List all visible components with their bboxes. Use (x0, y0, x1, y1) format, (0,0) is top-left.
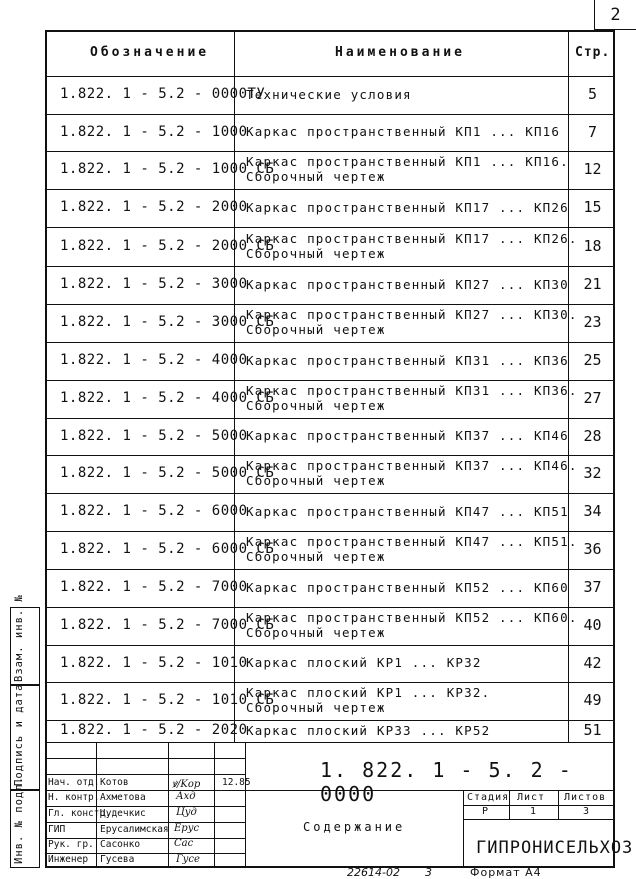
row-page: 37 (583, 578, 602, 596)
row-page: 15 (583, 198, 602, 216)
tb-rule-i (463, 819, 615, 820)
row-page: 28 (583, 426, 602, 445)
row-code: 1.822. 1 - 5.2 - 1010 СБ (60, 692, 275, 708)
row-name (246, 307, 578, 337)
row-name (246, 383, 578, 413)
signature-4: Ерус (174, 823, 200, 834)
stage-label: Стадия (467, 792, 510, 803)
staff-name: Ахметова (100, 792, 146, 803)
row-name (246, 458, 578, 488)
tb-col-3 (214, 742, 215, 868)
inventory-number: 22614-02 (347, 866, 400, 879)
row-name-line: Каркас плоский КР1 ... КР32 (246, 655, 482, 670)
tb-col-2 (168, 742, 169, 868)
row-name (246, 685, 490, 715)
row-code: 1.822. 1 - 5.2 - 3000 СБ (60, 314, 275, 330)
row-name (246, 534, 578, 564)
row-code: 1.822. 1 - 5.2 - 7000 СБ (60, 617, 275, 633)
row-page: 42 (583, 653, 602, 672)
row-name-line: Сборочный чертеж (246, 169, 386, 184)
row-code: 1.822. 1 - 5.2 - 7000 (60, 579, 248, 595)
row-page: 40 (583, 616, 602, 634)
row-code: 1.822. 1 - 5.2 - 4000 СБ (60, 390, 275, 406)
row-name-line: Каркас пространственный КП1 ... КП16 (246, 124, 561, 139)
row-name (246, 231, 578, 261)
header-bottom-rule (45, 76, 615, 77)
row-name-line: Каркас пространственный КП47 ... КП51. (246, 534, 578, 549)
staff-role: Рук. гр. (48, 839, 94, 850)
copy-number: 3 (425, 866, 432, 879)
sheet-label: Лист (517, 792, 546, 803)
row-rule (45, 682, 615, 683)
row-code: 1.822. 1 - 5.2 - 5000 СБ (60, 465, 275, 481)
row-rule (45, 380, 615, 381)
side-stamp-inventory-label: Инв. № подл. (13, 776, 25, 864)
row-code: 1.822. 1 - 5.2 - 1000 (60, 123, 248, 140)
staff-role: Нач. отд. (48, 777, 100, 788)
row-name-line: Каркас пространственный КП47 ... КП51 (246, 503, 569, 519)
sheets-value: 3 (583, 806, 590, 817)
row-name-line: Каркас пространственный КП27 ... КП30. (246, 307, 578, 322)
staff-role: ГИП (48, 824, 66, 835)
row-name-line: Каркас пространственный КП17 ... КП26. (246, 230, 578, 246)
row-name-line: Каркас пространственный КП17 ... КП26 (246, 199, 569, 215)
row-name-line: Сборочный чертеж (246, 473, 386, 488)
row-rule (45, 455, 615, 456)
row-name-line: Технические условия (246, 86, 412, 102)
row-name (246, 610, 578, 640)
row-rule (45, 151, 615, 152)
row-rule (45, 342, 615, 343)
row-name-line: Сборочный чертеж (246, 625, 386, 640)
row-code: 1.822. 1 - 5.2 - 2020 (60, 722, 248, 738)
tb-rule-a (45, 758, 245, 759)
staff-role: Гл. констр. (48, 808, 111, 819)
row-page: 23 (583, 313, 602, 331)
document-title: Содержание (303, 820, 406, 834)
row-rule (45, 227, 615, 228)
row-name-line: Каркас плоский КР1 ... КР32. (246, 685, 491, 700)
row-page: 51 (583, 721, 602, 739)
tb-rule-b (45, 774, 245, 775)
row-page: 21 (583, 275, 602, 293)
row-page: 27 (583, 389, 602, 407)
row-name-line: Каркас пространственный КП27 ... КП30 (246, 276, 569, 292)
row-code: 1.822. 1 - 5.2 - 1010 (60, 654, 248, 671)
row-name-line: Каркас пространственный КП1 ... КП16. (246, 154, 569, 169)
row-page: 32 (583, 464, 602, 482)
row-rule (45, 720, 615, 721)
stage-value: Р (482, 806, 489, 817)
title-block-top-rule (45, 742, 615, 743)
header-designation: Обозначение (90, 45, 210, 60)
row-rule (45, 418, 615, 419)
row-code: 1.822. 1 - 5.2 - 3000 (60, 276, 248, 292)
tb-col-4 (245, 742, 246, 868)
header-page: Стр. (575, 45, 611, 60)
row-rule (45, 114, 615, 115)
sheet-value: 1 (530, 806, 537, 817)
row-code: 1.822. 1 - 5.2 - 2000 СБ (60, 237, 275, 254)
staff-name: Ерусалимская (100, 824, 169, 835)
row-rule (45, 189, 615, 190)
sheet-number: 2 (594, 0, 636, 30)
row-code: 1.822. 1 - 5.2 - 4000 (60, 352, 248, 368)
sheets-label: Листов (564, 792, 607, 803)
row-code: 1.822. 1 - 5.2 - 1000 СБ (60, 161, 275, 177)
document-number: 1. 822. 1 - 5. 2 - 0000 (320, 758, 573, 806)
tb-rule-e (45, 822, 245, 823)
signature-1: ꝟ/Kор (172, 779, 201, 790)
row-page: 34 (583, 502, 602, 520)
staff-name: Котов (100, 777, 129, 788)
tb-col-1 (96, 742, 97, 868)
staff-name: Сасонко (100, 839, 141, 850)
row-name (246, 353, 569, 368)
row-page: 12 (583, 160, 602, 178)
staff-role: Н. контр. (48, 792, 100, 803)
row-page: 36 (583, 540, 602, 558)
signature-2: Ахд (176, 791, 196, 802)
row-page: 5 (587, 85, 598, 103)
side-stamp-replacement-label: Взам. инв. № (13, 594, 25, 682)
row-name (246, 124, 560, 139)
row-name-line: Каркас плоский КР33 ... КР52 (246, 722, 491, 738)
row-name-line: Сборочный чертеж (246, 398, 386, 413)
row-name-line: Каркас пространственный КП52 ... КП60. (246, 610, 578, 625)
row-rule (45, 531, 615, 532)
row-name (246, 580, 569, 595)
row-code: 1.822. 1 - 5.2 - 2000 (60, 199, 248, 215)
row-rule (45, 645, 615, 646)
row-rule (45, 607, 615, 608)
staff-role: Инженер (48, 854, 89, 865)
row-name (246, 428, 569, 443)
row-name (246, 723, 490, 738)
row-name (246, 277, 569, 292)
row-rule (45, 493, 615, 494)
signature-5: Сас (174, 838, 194, 849)
row-name-line: Каркас пространственный КП37 ... КП46 (246, 428, 569, 443)
row-name-line: Сборочный чертеж (246, 700, 386, 715)
tb-rule-d (45, 806, 245, 807)
row-page: 18 (583, 236, 602, 255)
signature-3: Цуд (176, 807, 197, 818)
row-name (246, 655, 482, 670)
signature-6: Гусе (176, 854, 200, 865)
row-code: 1.822. 1 - 5.2 - 5000 (60, 427, 248, 444)
row-name-line: Сборочный чертеж (246, 245, 386, 261)
row-name-line: Каркас пространственный КП31 ... КП36 (246, 352, 569, 368)
row-page: 7 (587, 122, 598, 141)
row-page: 49 (583, 691, 602, 709)
row-name-line: Каркас пространственный КП52 ... КП60 (246, 579, 569, 595)
row-name-line: Каркас пространственный КП31 ... КП36. (246, 383, 578, 398)
row-name (246, 154, 569, 184)
format-label: Формат А4 (470, 866, 542, 879)
staff-name: Гусева (100, 854, 135, 865)
header-name: Наименование (335, 45, 465, 60)
row-name-line: Сборочный чертеж (246, 549, 386, 564)
organization-name: ГИПРОНИСЕЛЬХОЗ (476, 838, 634, 858)
row-code: 1.822. 1 - 5.2 - 6000 СБ (60, 541, 275, 557)
side-stamp-signature-label: Подпись и дата (13, 683, 25, 786)
row-name-line: Сборочный чертеж (246, 322, 386, 337)
row-rule (45, 266, 615, 267)
date-value: 12.85 (222, 777, 251, 788)
row-name-line: Каркас пространственный КП37 ... КП46. (246, 458, 578, 473)
row-name (246, 504, 569, 519)
row-code: 1.822. 1 - 5.2 - 6000 (60, 503, 248, 519)
row-name (246, 200, 569, 215)
row-page: 25 (583, 351, 602, 369)
row-rule (45, 304, 615, 305)
row-rule (45, 569, 615, 570)
staff-name: Цудечкис (100, 808, 146, 819)
row-code: 1.822. 1 - 5.2 - 0000ТУ (60, 86, 266, 102)
row-name (246, 87, 412, 102)
